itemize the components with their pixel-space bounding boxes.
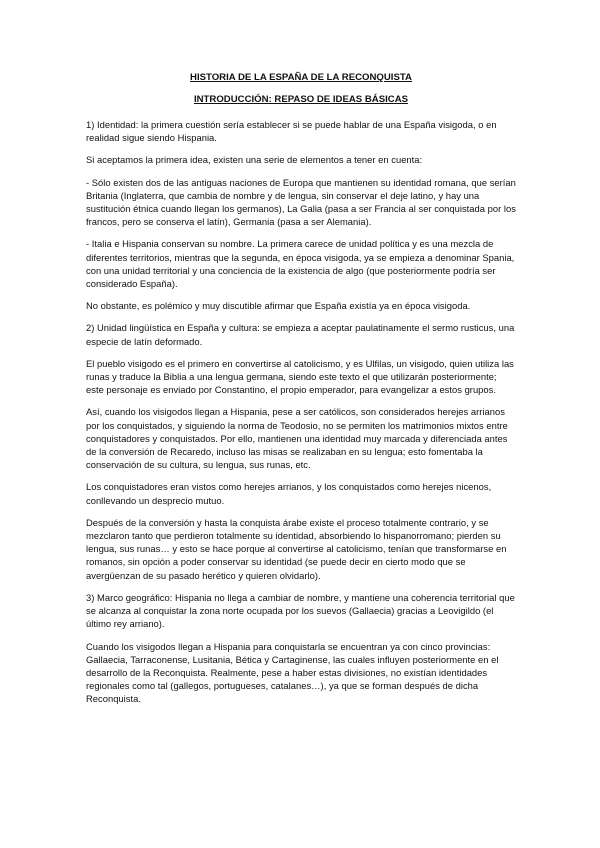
paragraph-geographic-frame: 3) Marco geográfico: Hispania no llega a cambiar de nombre, y mantiene una coherencia territorial que se alcanza al conquistar la zona norte ocupada por los suevos (Gallaecia) gracias a Leovigildo (el último rey arriano).: [86, 591, 515, 630]
paragraph-mutual-contempt: Los conquistadores eran vistos como herejes arrianos, y los conquistados como herejes nicenos, conllevando un desprecio mutuo.: [86, 481, 492, 506]
document-title: HISTORIA DE LA ESPAÑA DE LA RECONQUISTA: [190, 72, 412, 83]
paragraph-linguistic-unity: 2) Unidad lingüística en España y cultura: se empieza a aceptar paulatinamente el sermo rusticus, una especie de latín deformado.: [86, 322, 515, 347]
document-body: [86, 72, 516, 706]
section-heading: INTRODUCCIÓN: REPASO DE IDEAS BÁSICAS: [193, 94, 409, 105]
paragraph-controversy: No obstante, es polémico y muy discutible afirmar que España existía ya en época visigoda.: [86, 300, 471, 312]
paragraph-european-nations: - Sólo existen dos de las antiguas naciones de Europa que mantienen su identidad romana, que serían Britania (Inglaterra, que cambia de nombre y de lengua, sin conservar el deje latino, y hay una sustitución étnica cuando llegan los germanos), La Galia (pasa a ser Francia al ser conquistada por los francos, pero se conserva el latín), Germania (pasa a ser Alemania).: [86, 176, 516, 228]
paragraph-elements-intro: Si aceptamos la primera idea, existen una serie de elementos a tener en cuenta:: [86, 154, 423, 166]
paragraph-provinces: Cuando los visigodos llegan a Hispania para conquistarla se encuentran ya con cinco provincias: Gallaecia, Tarraconense, Lusitania, Bética y Cartaginense, las cuales influyen posteriormente en el desarrollo de la Reconquista. Realmente, pese a haber estas divisiones, no existían identidades regionales como tal (gallegos, portugueses, catalanes…), ya que se forman después de dicha Reconquista.: [86, 640, 499, 705]
paragraph-after-conversion: Después de la conversión y hasta la conquista árabe existe el proceso totalmente contrario, y se mezclaron tanto que perdieron totalmente su identidad, absorbiendo lo hispanorromano; pierden su lengua, sus runas… y esto se hace porque al convertirse al catolicismo, tenían que transformarse en romanos, sin opción a poder conservar su identidad (se puede decir en cierto modo que se avergüenzan de su pasado herético y quieren olvidarlo).: [86, 516, 507, 581]
paragraph-arrian-heretics: Así, cuando los visigodos llegan a Hispania, pese a ser católicos, son considerados herejes arrianos por los conquistados, y siguiendo la norma de Teodosio, no se permiten los matrimonios mixtos entre conquistadores y conquistados. Por ello, mantienen una identidad muy marcada y diferenciada antes de la conversión de Recaredo, incluso las misas se realizaban en su lengua; esto fomentaba la conservación de su cultura, su lengua, sus runas, etc.: [86, 406, 508, 471]
paragraph-identity: 1) Identidad: la primera cuestión sería establecer si se puede hablar de una España visigoda, o en realidad sigue siendo Hispania.: [86, 119, 497, 144]
paragraph-ulfilas: El pueblo visigodo es el primero en convertirse al catolicismo, y es Ulfilas, un visigodo, quien utiliza las runas y traduce la Biblia a una lengua germana, siendo este texto el que utilizarán posteriormente; este personaje es enviado por Constantino, el propio emperador, para evangelizar a estos grupos.: [86, 357, 514, 396]
paragraph-italy-hispania: - Italia e Hispania conservan su nombre. La primera carece de unidad política y es una mezcla de diferentes territorios, mientras que la segunda, en época visigoda, ya se empieza a denominar Spania, con una unidad territorial y una conciencia de la existencia de algo (que posteriormente podría ser considerado España).: [86, 238, 515, 290]
